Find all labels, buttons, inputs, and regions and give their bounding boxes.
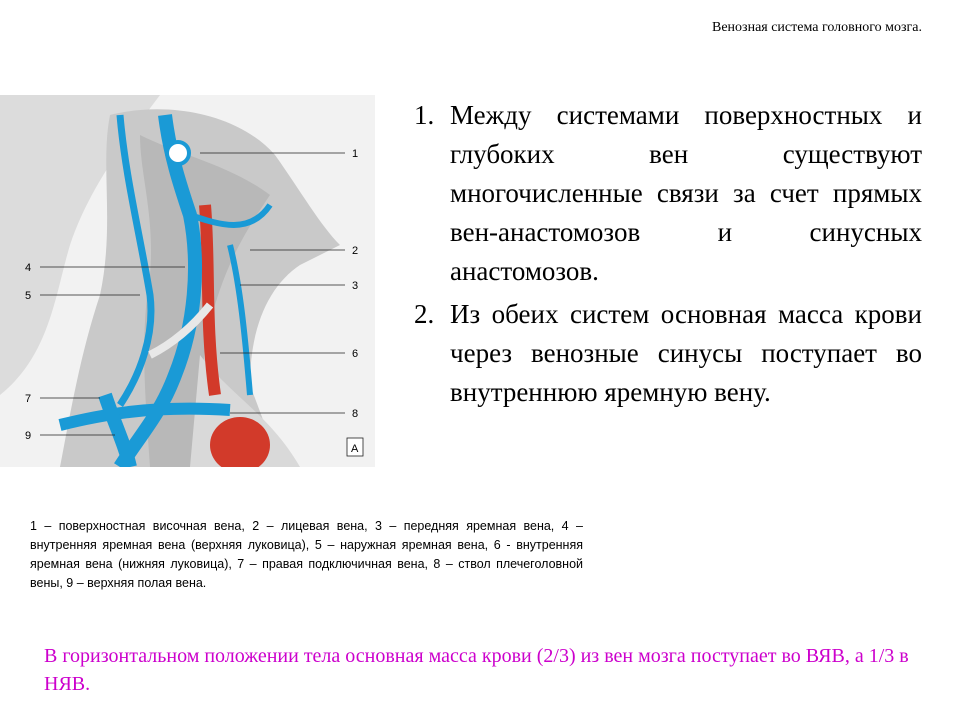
point-number: 2.: [414, 299, 435, 329]
point-item: [414, 295, 922, 412]
point-item: [414, 96, 922, 291]
callout-9: 9: [25, 430, 32, 442]
callout-8: 8: [352, 408, 359, 420]
point-text: Между системами поверхностных и глубоких вен существуют многочисленные связи за счет прямых вен-анастомозов и синусных анастомозов.: [450, 100, 922, 286]
callout-3: 3: [352, 280, 359, 292]
callout-1: 1: [352, 148, 359, 160]
callout-4: 4: [25, 262, 32, 274]
neck-veins-drawing: [0, 95, 375, 467]
callout-2: 2: [352, 245, 359, 257]
main-points-list: [414, 96, 922, 416]
slide-title: Венозная система головного мозга.: [712, 20, 922, 35]
figure-caption: 1 – поверхностная височная вена, 2 – лицевая вена, 3 – передняя яремная вена, 4 – внутренняя яремная вена (верхняя луковица), 5 – наружная яремная вена, 6 - внутренняя яремная вена (нижняя луковица), 7 – правая подключичная вена, 8 – ствол плечеголовной вены, 9 – верхняя полая вена.: [30, 519, 583, 590]
anatomy-illustration: [0, 95, 375, 467]
panel-letter: A: [351, 443, 359, 455]
callout-7: 7: [25, 393, 32, 405]
point-text: Из обеих систем основная масса крови через венозные синусы поступает во внутреннюю яремную вену.: [450, 299, 922, 407]
point-number: 1.: [414, 100, 435, 130]
callout-6: 6: [352, 348, 359, 360]
callout-5: 5: [25, 290, 32, 302]
ear-landmark: [167, 142, 189, 164]
footer-note: В горизонтальном положении тела основная масса крови (2/3) из вен мозга поступает во ВЯВ, а 1/3 в НЯВ.: [44, 645, 909, 695]
